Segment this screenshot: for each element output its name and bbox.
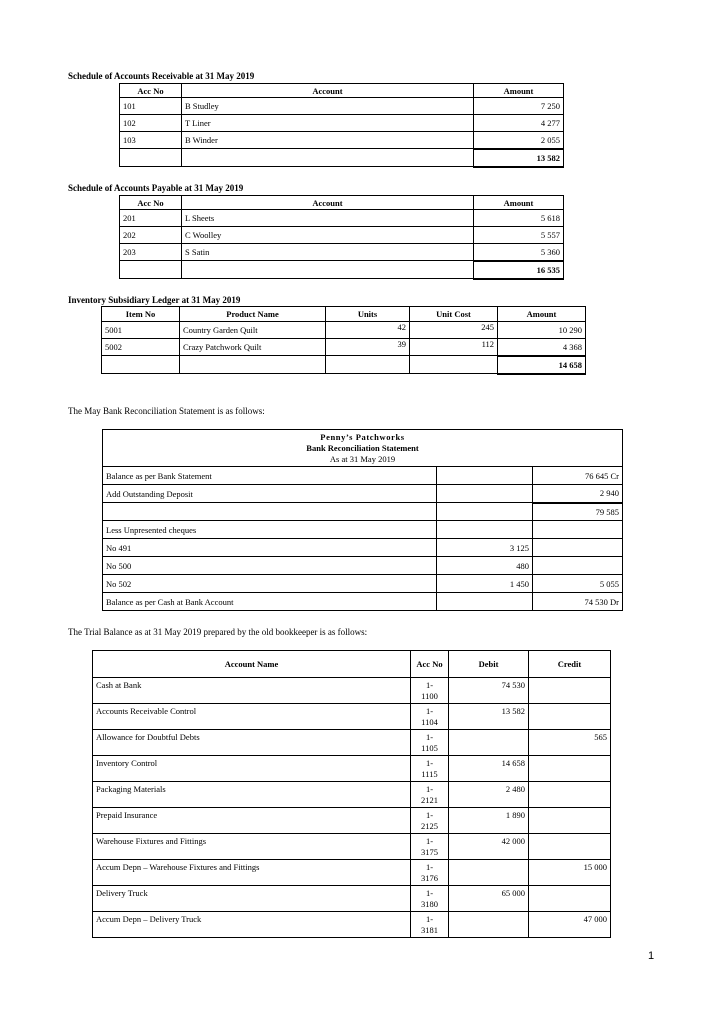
tb-acc bbox=[411, 886, 449, 912]
bank-label: Add Outstanding Deposit bbox=[103, 485, 437, 503]
table-row bbox=[93, 756, 611, 782]
ap-total: 16 535 bbox=[474, 261, 564, 279]
inv-total: 14 658 bbox=[498, 356, 586, 374]
ap-acc: 203 bbox=[120, 244, 182, 261]
inv-header-cost: Unit Cost bbox=[410, 307, 498, 322]
tb-acc-prefix: 1- bbox=[425, 862, 434, 872]
tb-name: Allowance for Doubtful Debts bbox=[93, 730, 411, 756]
table-row bbox=[120, 98, 564, 115]
ar-amount: 2 055 bbox=[474, 132, 564, 149]
tb-header-name: Account Name bbox=[93, 651, 411, 678]
inv-total-blank bbox=[102, 356, 180, 374]
tb-acc-number: 3181 bbox=[421, 925, 438, 935]
bank-label: Less Unpresented cheques bbox=[103, 521, 437, 539]
tb-header-acc: Acc No bbox=[411, 651, 449, 678]
tb-acc-prefix: 1- bbox=[425, 732, 434, 742]
ar-name: B Winder bbox=[182, 132, 474, 149]
table-row bbox=[120, 115, 564, 132]
table-row bbox=[120, 227, 564, 244]
ar-amount: 7 250 bbox=[474, 98, 564, 115]
bank-mid: 3 125 bbox=[437, 539, 533, 557]
page-number: 1 bbox=[648, 950, 655, 962]
ap-table bbox=[119, 195, 564, 280]
tb-acc-number: 1105 bbox=[421, 743, 438, 753]
tb-name: Inventory Control bbox=[93, 756, 411, 782]
tb-name: Prepaid Insurance bbox=[93, 808, 411, 834]
tb-debit: 74 530 bbox=[449, 678, 529, 704]
bank-mid bbox=[437, 593, 533, 611]
ar-header-account: Account bbox=[182, 84, 474, 98]
tb-acc bbox=[411, 704, 449, 730]
inv-cost: 245 bbox=[410, 322, 498, 339]
inv-units: 39 bbox=[326, 339, 410, 356]
tb-name: Cash at Bank bbox=[93, 678, 411, 704]
inv-amount: 10 290 bbox=[498, 322, 586, 339]
inv-name: Crazy Patchwork Quilt bbox=[180, 339, 326, 356]
tb-credit bbox=[529, 756, 611, 782]
bank-mid bbox=[437, 503, 533, 521]
table-row bbox=[120, 244, 564, 261]
table-row bbox=[103, 557, 623, 575]
ap-header-account: Account bbox=[182, 196, 474, 210]
tb-debit: 13 582 bbox=[449, 704, 529, 730]
table-row bbox=[103, 467, 623, 485]
bank-label: No 491 bbox=[103, 539, 437, 557]
tb-debit bbox=[449, 730, 529, 756]
tb-acc-number: 2121 bbox=[421, 795, 438, 805]
ar-acc: 103 bbox=[120, 132, 182, 149]
inv-item: 5001 bbox=[102, 322, 180, 339]
tb-acc-prefix: 1- bbox=[425, 784, 434, 794]
table-row bbox=[93, 860, 611, 886]
table-row bbox=[103, 575, 623, 593]
tb-name: Accum Depn – Delivery Truck bbox=[93, 912, 411, 938]
tb-acc-prefix: 1- bbox=[425, 706, 434, 716]
tb-acc-number: 2125 bbox=[421, 821, 438, 831]
ap-acc: 201 bbox=[120, 210, 182, 227]
table-row bbox=[93, 808, 611, 834]
tb-acc-number: 3175 bbox=[421, 847, 438, 857]
ap-amount: 5 618 bbox=[474, 210, 564, 227]
ap-total-blank bbox=[182, 261, 474, 279]
tb-credit bbox=[529, 886, 611, 912]
trial-balance-table bbox=[92, 650, 611, 938]
bank-title: Bank Reconciliation Statement bbox=[306, 442, 419, 453]
tb-credit bbox=[529, 834, 611, 860]
tb-debit bbox=[449, 860, 529, 886]
table-row bbox=[103, 539, 623, 557]
tb-credit bbox=[529, 678, 611, 704]
tb-header-debit: Debit bbox=[449, 651, 529, 678]
tb-debit: 2 480 bbox=[449, 782, 529, 808]
tb-acc-prefix: 1- bbox=[425, 680, 434, 690]
tb-acc-number: 1100 bbox=[421, 691, 438, 701]
tb-name: Packaging Materials bbox=[93, 782, 411, 808]
table-row bbox=[120, 132, 564, 149]
bank-rec-table bbox=[102, 429, 623, 611]
bank-right bbox=[533, 521, 623, 539]
bank-intro: The May Bank Reconciliation Statement is as follows: bbox=[68, 406, 265, 416]
bank-label bbox=[103, 503, 437, 521]
table-row bbox=[93, 912, 611, 938]
tb-credit bbox=[529, 808, 611, 834]
table-row bbox=[102, 339, 586, 356]
table-row bbox=[93, 834, 611, 860]
bank-right bbox=[533, 557, 623, 575]
ap-name: S Satin bbox=[182, 244, 474, 261]
bank-business: Penny’s Patchworks bbox=[320, 431, 405, 442]
ar-table bbox=[119, 83, 564, 168]
ap-amount: 5 557 bbox=[474, 227, 564, 244]
ap-header-acc: Acc No bbox=[120, 196, 182, 210]
bank-label: Balance as per Bank Statement bbox=[103, 467, 437, 485]
table-row bbox=[120, 210, 564, 227]
ar-name: B Studley bbox=[182, 98, 474, 115]
ar-acc: 101 bbox=[120, 98, 182, 115]
ar-heading: Schedule of Accounts Receivable at 31 May 2019 bbox=[68, 71, 255, 81]
table-row bbox=[103, 485, 623, 503]
bank-date: As at 31 May 2019 bbox=[329, 453, 396, 464]
table-row bbox=[103, 521, 623, 539]
tb-acc bbox=[411, 756, 449, 782]
ar-header-acc: Acc No bbox=[120, 84, 182, 98]
ap-total-blank bbox=[120, 261, 182, 279]
ar-total-blank bbox=[120, 149, 182, 167]
inv-header-item: Item No bbox=[102, 307, 180, 322]
tb-acc bbox=[411, 678, 449, 704]
tb-acc bbox=[411, 834, 449, 860]
inv-name: Country Garden Quilt bbox=[180, 322, 326, 339]
bank-mid bbox=[437, 467, 533, 485]
tb-acc-prefix: 1- bbox=[425, 888, 434, 898]
ar-header-amount: Amount bbox=[474, 84, 564, 98]
table-row bbox=[93, 678, 611, 704]
tb-acc bbox=[411, 730, 449, 756]
bank-right: 2 940 bbox=[533, 485, 623, 503]
ar-total-blank bbox=[182, 149, 474, 167]
tb-acc-number: 1104 bbox=[421, 717, 438, 727]
inv-total-blank bbox=[180, 356, 326, 374]
bank-right: 79 585 bbox=[533, 503, 623, 521]
inv-total-blank bbox=[410, 356, 498, 374]
tb-acc-prefix: 1- bbox=[425, 810, 434, 820]
inv-header-amount: Amount bbox=[498, 307, 586, 322]
ar-total: 13 582 bbox=[474, 149, 564, 167]
table-row bbox=[102, 322, 586, 339]
tb-acc-number: 3176 bbox=[421, 873, 438, 883]
tb-debit bbox=[449, 912, 529, 938]
tb-acc-number: 3180 bbox=[421, 899, 438, 909]
bank-label: Balance as per Cash at Bank Account bbox=[103, 593, 437, 611]
tb-credit: 565 bbox=[529, 730, 611, 756]
ar-amount: 4 277 bbox=[474, 115, 564, 132]
inv-heading: Inventory Subsidiary Ledger at 31 May 2019 bbox=[68, 295, 241, 305]
inv-units: 42 bbox=[326, 322, 410, 339]
inv-item: 5002 bbox=[102, 339, 180, 356]
bank-right bbox=[533, 539, 623, 557]
tb-acc-number: 1115 bbox=[421, 769, 438, 779]
ap-header-amount: Amount bbox=[474, 196, 564, 210]
bank-right: 5 055 bbox=[533, 575, 623, 593]
bank-right: 76 645 Cr bbox=[533, 467, 623, 485]
tb-name: Accum Depn – Warehouse Fixtures and Fittings bbox=[93, 860, 411, 886]
ar-acc: 102 bbox=[120, 115, 182, 132]
tb-intro: The Trial Balance as at 31 May 2019 prepared by the old bookkeeper is as follows: bbox=[68, 627, 368, 637]
ap-amount: 5 360 bbox=[474, 244, 564, 261]
bank-mid bbox=[437, 485, 533, 503]
inv-total-blank bbox=[326, 356, 410, 374]
inv-header-product: Product Name bbox=[180, 307, 326, 322]
tb-credit bbox=[529, 782, 611, 808]
tb-acc bbox=[411, 912, 449, 938]
inv-header-units: Units bbox=[326, 307, 410, 322]
table-row bbox=[93, 886, 611, 912]
ap-heading: Schedule of Accounts Payable at 31 May 2019 bbox=[68, 183, 244, 193]
bank-mid: 480 bbox=[437, 557, 533, 575]
tb-name: Delivery Truck bbox=[93, 886, 411, 912]
tb-acc-prefix: 1- bbox=[425, 758, 434, 768]
ap-name: C Woolley bbox=[182, 227, 474, 244]
tb-name: Accounts Receivable Control bbox=[93, 704, 411, 730]
bank-label: No 502 bbox=[103, 575, 437, 593]
inv-table bbox=[101, 306, 586, 375]
table-row bbox=[93, 782, 611, 808]
bank-mid: 1 450 bbox=[437, 575, 533, 593]
tb-debit: 14 658 bbox=[449, 756, 529, 782]
tb-debit: 65 000 bbox=[449, 886, 529, 912]
tb-name: Warehouse Fixtures and Fittings bbox=[93, 834, 411, 860]
bank-label: No 500 bbox=[103, 557, 437, 575]
inv-amount: 4 368 bbox=[498, 339, 586, 356]
tb-credit: 47 000 bbox=[529, 912, 611, 938]
ar-name: T Liner bbox=[182, 115, 474, 132]
table-row bbox=[93, 730, 611, 756]
inv-cost: 112 bbox=[410, 339, 498, 356]
tb-credit bbox=[529, 704, 611, 730]
tb-credit: 15 000 bbox=[529, 860, 611, 886]
tb-acc-prefix: 1- bbox=[425, 836, 434, 846]
table-row bbox=[103, 593, 623, 611]
bank-right: 74 530 Dr bbox=[533, 593, 623, 611]
tb-debit: 42 000 bbox=[449, 834, 529, 860]
bank-mid bbox=[437, 521, 533, 539]
bank-title-block bbox=[103, 430, 623, 467]
tb-debit: 1 890 bbox=[449, 808, 529, 834]
tb-acc bbox=[411, 808, 449, 834]
table-row bbox=[103, 503, 623, 521]
tb-acc bbox=[411, 782, 449, 808]
tb-acc bbox=[411, 860, 449, 886]
ap-acc: 202 bbox=[120, 227, 182, 244]
ap-name: L Sheets bbox=[182, 210, 474, 227]
tb-acc-prefix: 1- bbox=[425, 914, 434, 924]
tb-header-credit: Credit bbox=[529, 651, 611, 678]
table-row bbox=[93, 704, 611, 730]
